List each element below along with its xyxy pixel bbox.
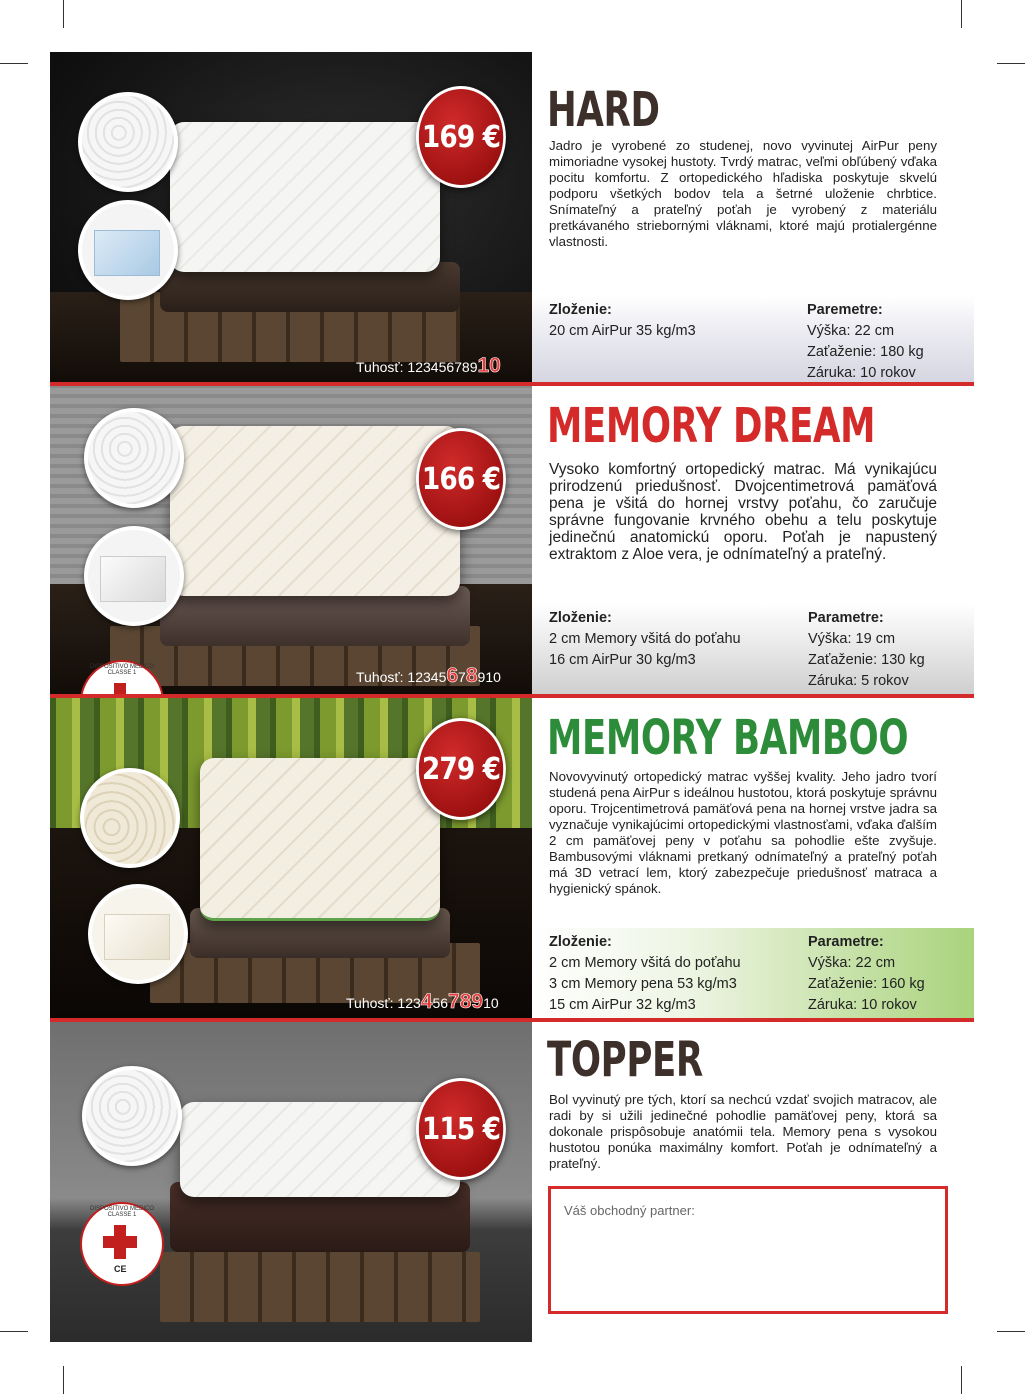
specs-panel bbox=[532, 604, 974, 694]
hardness-digits: 7 bbox=[458, 669, 466, 685]
product-title: MEMORY BAMBOO bbox=[547, 710, 909, 766]
medical-device-badge: DISPOSITIVO MEDICO CLASSE 1 CE bbox=[80, 1202, 164, 1286]
hardness-digits: 10 bbox=[483, 995, 499, 1011]
spec-line: Výška: 22 cm bbox=[807, 323, 895, 339]
hardness-highlight: 6 bbox=[446, 664, 459, 687]
hardness-digits: 123 bbox=[397, 995, 421, 1011]
hardness-digits: 910 bbox=[477, 669, 501, 685]
foam-core-image bbox=[84, 526, 184, 626]
crop-mark bbox=[997, 63, 1025, 64]
product-photo bbox=[50, 1022, 532, 1342]
hardness-highlight: 789 bbox=[448, 990, 484, 1013]
product-photo bbox=[50, 698, 532, 1018]
hardness-scale: Tuhosť: 12345678910 bbox=[356, 354, 501, 377]
spec-line: 2 cm Memory všitá do poťahu bbox=[549, 631, 741, 647]
spec-line: Výška: 19 cm bbox=[808, 631, 896, 647]
product-title: TOPPER bbox=[547, 1032, 703, 1088]
hardness-scale: Tuhosť: 12345678910 bbox=[346, 990, 499, 1013]
parameters-column: Parametre: Výška: 19 cm Zaťaženie: 130 kg Záruka: 5 rokov bbox=[808, 608, 925, 692]
hardness-highlight: 10 bbox=[477, 354, 501, 377]
spec-line: 15 cm AirPur 32 kg/m3 bbox=[549, 997, 696, 1013]
product-topper bbox=[50, 1022, 974, 1342]
crop-mark bbox=[0, 63, 28, 64]
hardness-digits: 123456789 bbox=[407, 359, 478, 375]
spec-line: Záruka: 10 rokov bbox=[807, 365, 916, 381]
composition-column: Zloženie: 2 cm Memory všitá do poťahu 3 cm Memory pena 53 kg/m3 15 cm AirPur 32 kg/m3 bbox=[549, 932, 741, 1016]
mattress-image bbox=[200, 758, 440, 921]
spec-line: 16 cm AirPur 30 kg/m3 bbox=[549, 652, 696, 668]
product-title: MEMORY DREAM bbox=[547, 398, 876, 454]
partner-label: Váš obchodný partner: bbox=[564, 1203, 695, 1218]
crop-mark bbox=[961, 0, 962, 28]
composition-column: Zloženie: 2 cm Memory všitá do poťahu 16 cm AirPur 30 kg/m3 bbox=[549, 608, 741, 671]
fabric-detail-image bbox=[82, 1066, 182, 1166]
crop-mark bbox=[961, 1366, 962, 1394]
product-description: Novovyvinutý ortopedický matrac vyššej kvality. Jeho jadro tvorí studená pena AirPur s ideálnou hustotou, ktorá poskytuje správnu oporu. Trojcentimetrová pamäťová pena na hornej vrstve jadra sa vyznačuje vynikajúcimi ortopedickými vlastnosťami, vďaka ďalším 2 cm pamäťovej peny v poťahu sa pohodlie ešte zvyšuje. Bambusovými vláknami pretkaný odnímateľný a prateľný poťah má 3D vetrací lem, ktorý zabezpečuje priedušnosť matraca a hygienický spánok. bbox=[549, 769, 937, 896]
pallet bbox=[160, 1252, 480, 1322]
product-memory-dream bbox=[50, 386, 974, 698]
product-memory-bamboo bbox=[50, 698, 974, 1022]
product-hard bbox=[50, 52, 974, 386]
crop-mark bbox=[63, 0, 64, 28]
parameters-column: Paremetre: Výška: 22 cm Zaťaženie: 180 kg Záruka: 10 rokov bbox=[807, 300, 924, 384]
parameters-column: Parametre: Výška: 22 cm Zaťaženie: 160 kg Záruka: 10 rokov bbox=[808, 932, 925, 1016]
spec-line: Záruka: 5 rokov bbox=[808, 673, 909, 689]
spec-line: Záruka: 10 rokov bbox=[808, 997, 917, 1013]
hardness-scale: Tuhosť: 12345678910 bbox=[356, 664, 501, 687]
product-title: HARD bbox=[547, 82, 660, 138]
spec-line: Výška: 22 cm bbox=[808, 955, 896, 971]
hardness-digits: 56 bbox=[432, 995, 449, 1011]
spec-line: 3 cm Memory pena 53 kg/m3 bbox=[549, 976, 737, 992]
hardness-highlight: 8 bbox=[465, 664, 478, 687]
mattress-image bbox=[170, 122, 440, 272]
product-description: Vysoko komfortný ortopedický matrac. Má vynikajúcu prirodzenú priedušnosť. Dvojcentimetrová pamäťová pena je všitá do hornej vrstvy poťahu, čo zaručuje správne fungovanie krvného obehu a telu poskytuje jedinečnú anatomickú oporu. Poťah je napustený extraktom z Aloe vera, je odnímateľný a prateľný. bbox=[549, 461, 937, 563]
hardness-highlight: 4 bbox=[420, 990, 433, 1013]
fabric-detail-image bbox=[84, 408, 184, 508]
fabric-detail-image bbox=[78, 92, 178, 192]
composition-column: Zloženie: 20 cm AirPur 35 kg/m3 bbox=[549, 300, 696, 342]
product-photo bbox=[50, 386, 532, 694]
fabric-detail-image bbox=[80, 768, 180, 868]
crop-mark bbox=[0, 1331, 28, 1332]
product-photo bbox=[50, 52, 532, 382]
product-description: Bol vyvinutý pre tých, ktorí sa nechcú vzdať svojich matracov, ale radi by si užili jedinečné pohodlie pamäťovej peny, ktorá sa dokonale prispôsobuje anatómii tela. Memory pena s vysokou hustotou ponúka maximálny komfort. Poťah je odnímateľný a prateľný. bbox=[549, 1092, 937, 1171]
crop-mark bbox=[63, 1366, 64, 1394]
price-badge: 279 € bbox=[416, 718, 506, 820]
spec-line: Zaťaženie: 160 kg bbox=[808, 976, 925, 992]
spec-line: Zaťaženie: 180 kg bbox=[807, 344, 924, 360]
product-description: Jadro je vyrobené zo studenej, novo vyvinutej AirPur peny mimoriadne vysokej hustoty. Tvrdý matrac, veľmi obľúbený vďaka pocitu komfortu. Z ortopedického hľadiska poskytuje skvelú podporu všetkých bodov tela a šetrné uloženie chrbtice. Snímateľný a prateľný poťah je vyrobený z materiálu pretkávaného striebornými vláknami, ktoré majú protialergénne vlastnosti. bbox=[549, 138, 937, 249]
partner-box bbox=[548, 1186, 948, 1314]
medical-device-badge: DISPOSITIVO MEDICO CLASSE 1 bbox=[80, 660, 164, 744]
price-badge: 169 € bbox=[416, 86, 506, 188]
mattress-image bbox=[170, 426, 460, 596]
foam-core-image bbox=[88, 884, 188, 984]
spec-line: 2 cm Memory všitá do poťahu bbox=[549, 955, 741, 971]
price-badge: 115 € bbox=[416, 1078, 506, 1180]
spec-line: 20 cm AirPur 35 kg/m3 bbox=[549, 323, 696, 339]
crop-mark bbox=[997, 1331, 1025, 1332]
specs-panel bbox=[532, 296, 974, 382]
price-badge: 166 € bbox=[416, 428, 506, 530]
foam-core-image bbox=[78, 200, 178, 300]
medical-cross-icon bbox=[103, 1225, 137, 1259]
spec-line: Zaťaženie: 130 kg bbox=[808, 652, 925, 668]
hardness-digits: 12345 bbox=[407, 669, 447, 685]
specs-panel bbox=[532, 928, 974, 1018]
